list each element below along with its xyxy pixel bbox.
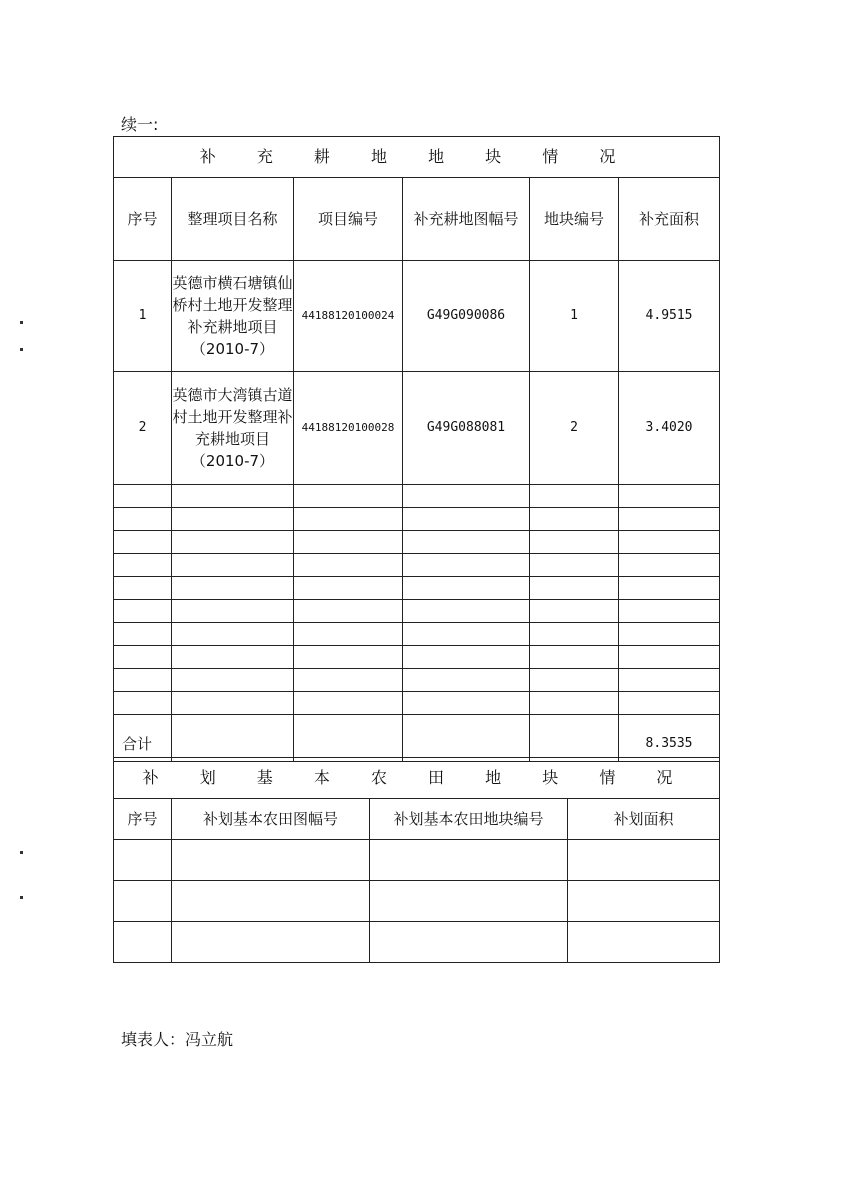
header-map-sheet: 补划基本农田图幅号 (172, 799, 370, 840)
total-area: 8.3535 (619, 715, 720, 762)
scan-speck (20, 851, 23, 854)
form-filler: 填表人：冯立航 (121, 1030, 234, 1049)
row-map-sheet: G49G090086 (403, 261, 530, 372)
scan-speck (20, 348, 23, 351)
empty-row (114, 485, 720, 508)
table-title: 补 划 基 本 农 田 地 块 情 况 (114, 758, 720, 799)
scan-speck (20, 321, 23, 324)
empty-row (114, 646, 720, 669)
row-parcel-no: 2 (530, 372, 619, 485)
continuation-label: 续一: (121, 115, 159, 134)
header-area: 补划面积 (568, 799, 720, 840)
row-area: 4.9515 (619, 261, 720, 372)
row-seq: 2 (114, 372, 172, 485)
empty-row (114, 508, 720, 531)
total-row (114, 715, 720, 762)
header-project-no: 项目编号 (294, 178, 403, 261)
empty-row (114, 577, 720, 600)
row-project-no: 44188120100028 (294, 372, 403, 485)
row-parcel-no: 1 (530, 261, 619, 372)
header-seq: 序号 (114, 178, 172, 261)
table-header-row (114, 178, 720, 261)
header-parcel-no: 地块编号 (530, 178, 619, 261)
empty-row (114, 692, 720, 715)
empty-row (114, 881, 720, 922)
header-area: 补充面积 (619, 178, 720, 261)
empty-row (114, 531, 720, 554)
empty-row (114, 840, 720, 881)
empty-row (114, 623, 720, 646)
row-seq: 1 (114, 261, 172, 372)
supplementary-farmland-table (113, 136, 720, 762)
table-title: 补 充 耕 地 地 块 情 况 (114, 137, 720, 178)
header-project-name: 整理项目名称 (172, 178, 294, 261)
table-header-row (114, 799, 720, 840)
row-project-no: 44188120100024 (294, 261, 403, 372)
header-parcel-no: 补划基本农田地块编号 (370, 799, 568, 840)
scan-speck (20, 896, 23, 899)
header-map-sheet: 补充耕地图幅号 (403, 178, 530, 261)
basic-farmland-table (113, 757, 720, 963)
table-row (114, 261, 720, 372)
total-label: 合计 (114, 715, 172, 762)
row-project-name: 英德市大湾镇古道村土地开发整理补充耕地项目（2010-7） (172, 372, 294, 485)
row-area: 3.4020 (619, 372, 720, 485)
table-row (114, 372, 720, 485)
empty-row (114, 600, 720, 623)
row-project-name: 英德市横石塘镇仙桥村土地开发整理补充耕地项目（2010-7） (172, 261, 294, 372)
row-map-sheet: G49G088081 (403, 372, 530, 485)
empty-row (114, 554, 720, 577)
empty-row (114, 922, 720, 963)
empty-row (114, 669, 720, 692)
header-seq: 序号 (114, 799, 172, 840)
